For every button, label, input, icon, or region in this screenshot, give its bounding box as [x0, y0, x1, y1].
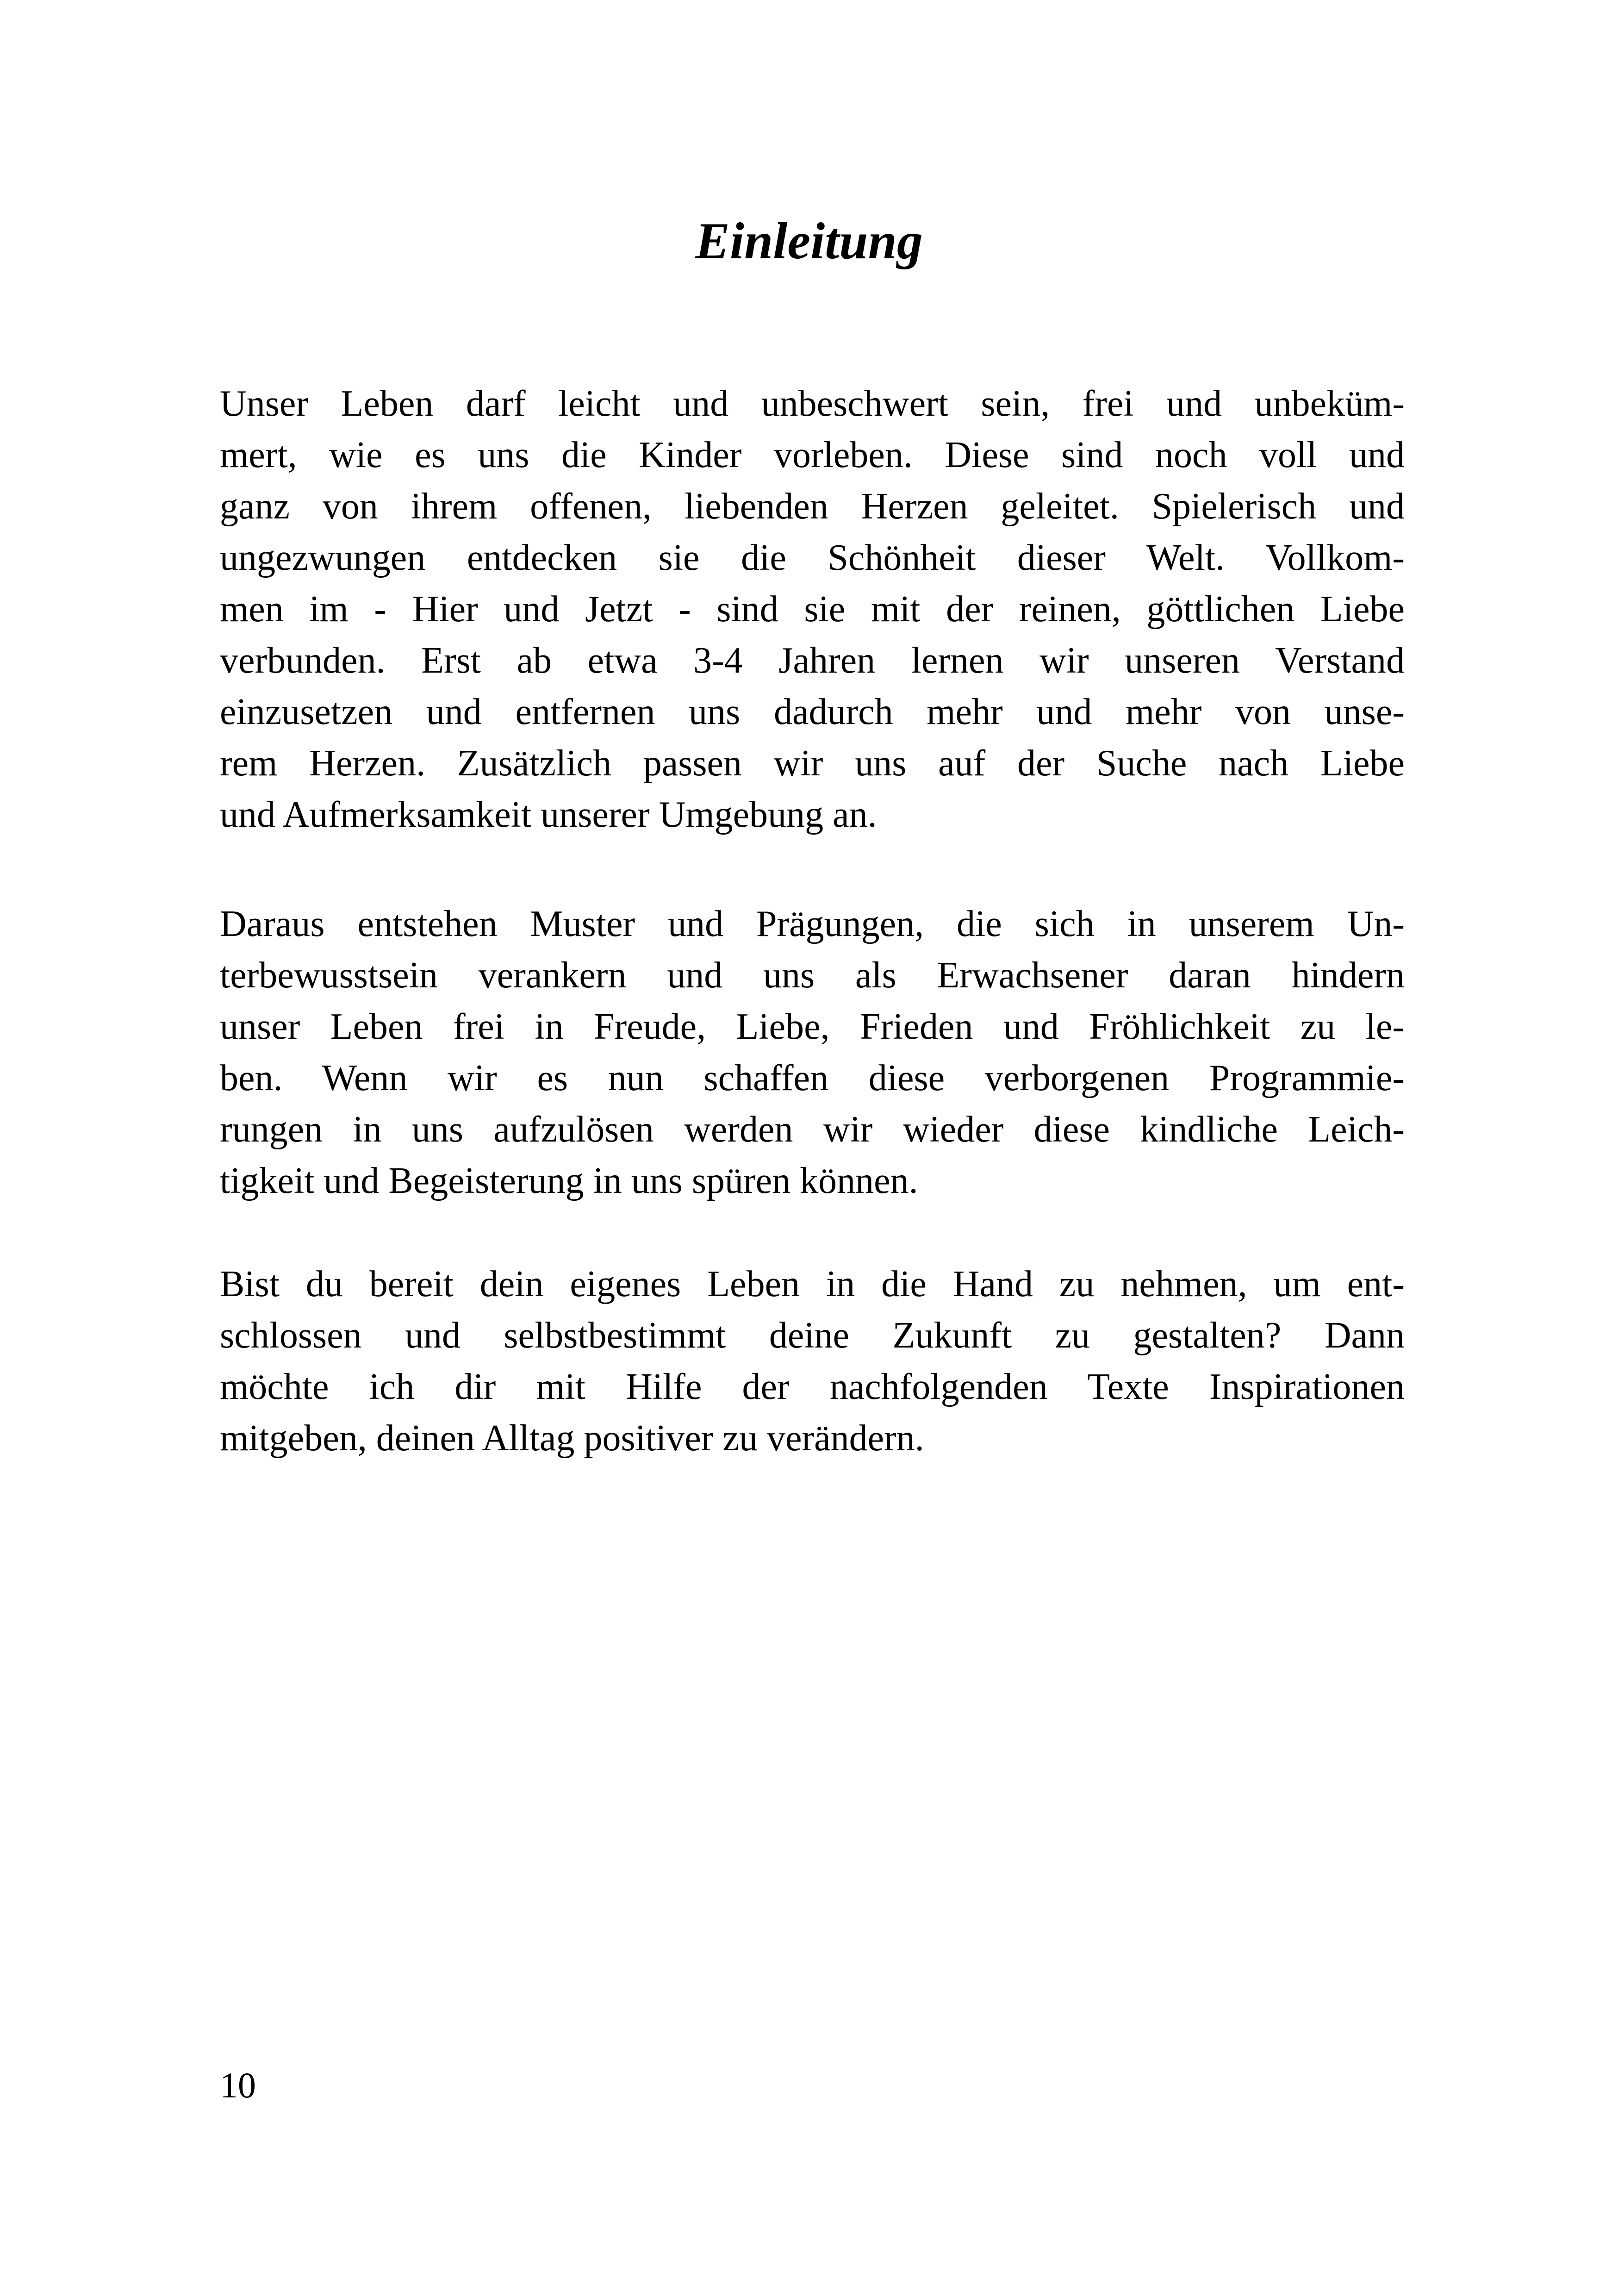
- paragraph-line: Daraus entstehen Muster und Prägungen, die sich in unserem Un-: [220, 904, 1405, 944]
- paragraph-line: mert, wie es uns die Kinder vorleben. Diese sind noch voll und: [220, 435, 1405, 475]
- paragraph-line: mitgeben, deinen Alltag positiver zu verändern.: [220, 1418, 924, 1459]
- paragraph-line: ben. Wenn wir es nun schaffen diese verborgenen Programmie-: [220, 1058, 1405, 1098]
- paragraph-line: men im - Hier und Jetzt - sind sie mit der reinen, göttlichen Liebe: [220, 589, 1405, 630]
- paragraph-line: unser Leben frei in Freude, Liebe, Frieden und Fröhlichkeit zu le-: [220, 1006, 1405, 1047]
- paragraph-line: tigkeit und Begeisterung in uns spüren können.: [220, 1160, 918, 1201]
- paragraph-1: [220, 378, 1405, 841]
- paragraph-line: einzusetzen und entfernen uns dadurch mehr und mehr von unse-: [220, 692, 1405, 732]
- paragraph-line: verbunden. Erst ab etwa 3-4 Jahren lernen wir unseren Verstand: [220, 640, 1405, 681]
- paragraph-line: terbewusstsein verankern und uns als Erwachsener daran hindern: [220, 955, 1405, 996]
- paragraph-2: [220, 898, 1405, 1207]
- paragraph-line: Unser Leben darf leicht und unbeschwert sein, frei und unbeküm-: [220, 383, 1405, 424]
- paragraph-3: [220, 1259, 1405, 1464]
- chapter-heading: Einleitung: [695, 212, 923, 270]
- paragraph-line: ungezwungen entdecken sie die Schönheit dieser Welt. Vollkom-: [220, 537, 1405, 578]
- paragraph-line: schlossen und selbstbestimmt deine Zukunft zu gestalten? Dann: [220, 1315, 1405, 1356]
- paragraph-line: rungen in uns aufzulösen werden wir wieder diese kindliche Leich-: [220, 1109, 1405, 1150]
- paragraph-line: möchte ich dir mit Hilfe der nachfolgenden Texte Inspirationen: [220, 1366, 1405, 1407]
- page-number: 10: [220, 2065, 256, 2105]
- paragraph-line: und Aufmerksamkeit unserer Umgebung an.: [220, 794, 877, 835]
- paragraph-line: ganz von ihrem offenen, liebenden Herzen geleitet. Spielerisch und: [220, 486, 1405, 527]
- paragraph-line: Bist du bereit dein eigenes Leben in die Hand zu nehmen, um ent-: [220, 1264, 1405, 1304]
- paragraph-line: rem Herzen. Zusätzlich passen wir uns auf der Suche nach Liebe: [220, 743, 1405, 784]
